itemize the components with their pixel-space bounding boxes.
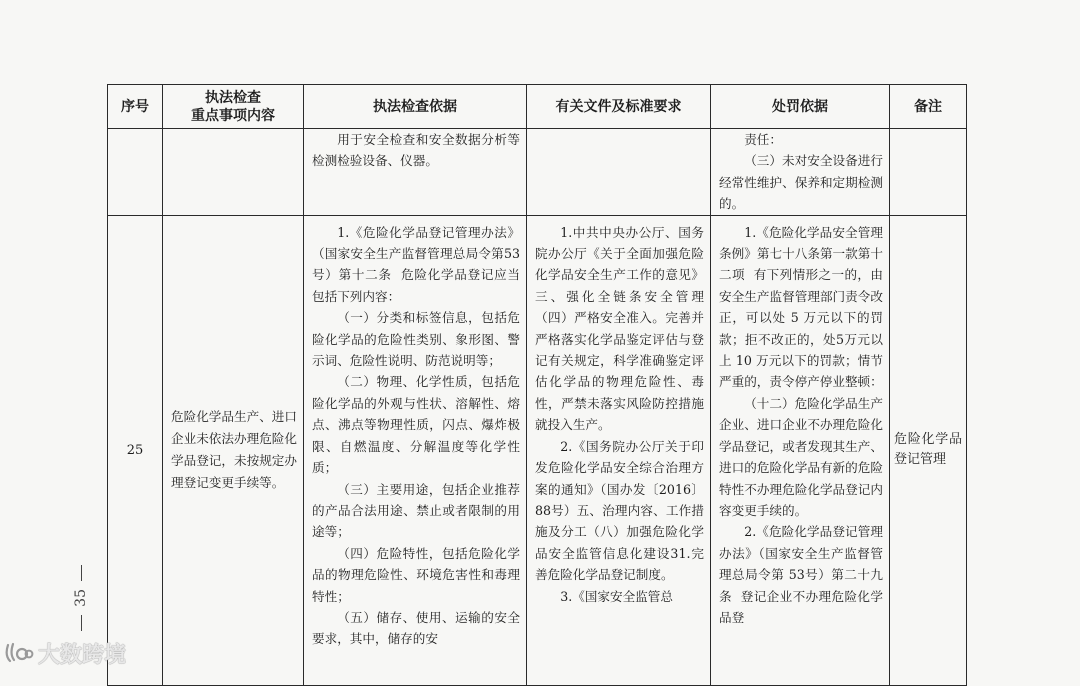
row2-penalty-cell: [711, 215, 890, 685]
row1-penalty-cell: [711, 129, 890, 216]
watermark: [4, 639, 126, 667]
row1-matter-cell: [163, 129, 304, 216]
table-header-row: [108, 85, 967, 129]
row2-penalty-para-3: 2.《危险化学品登记管理办法》（国家安全生产监督管理总局令第 53号）第二十九条 登记企业不办理危险化学品登: [719, 524, 883, 625]
row1-penalty-line-2: （三）未对安全设备进行经常性维护、保养和定期检测的。: [719, 153, 883, 212]
page-number-dash-top: [81, 565, 82, 581]
row2-standards-cell: [527, 215, 711, 685]
header-seq: 序号: [108, 85, 163, 129]
row2-seq-cell: [108, 215, 163, 685]
row2-remark-cell: [890, 215, 967, 685]
enforcement-table: [107, 84, 967, 686]
header-basis: 执法检查依据: [304, 85, 527, 129]
row1-penalty-line-1: 责任：: [744, 132, 782, 147]
row2-standards-para-2: 2.《国务院办公厅关于印发危险化学品安全综合治理方案的通知》（国办发〔2016〕88号）五、治理内容、工作措施及分工（八）加强危险化学品安全监管信息化建设31.完善危险化学品登记制度。: [535, 438, 704, 583]
row2-remark-text: 危险化学品登记管理: [894, 432, 962, 468]
header-matter: 执法检查 重点事项内容: [163, 85, 304, 129]
page-number-dash-bottom: [81, 615, 82, 631]
row2-basis-para-3: （二）物理、化学性质，包括危险化学品的外观与性状、溶解性、熔点、沸点等物理性质，闪点、爆炸极限、自燃温度、分解温度等化学性质；: [312, 374, 520, 476]
row1-seq-cell: [108, 129, 163, 216]
row2-basis-para-4: （三）主要用途，包括企业推荐的产品合法用途、禁止或者限制的用途等；: [312, 481, 520, 540]
header-remark: 备注: [890, 85, 967, 129]
row2-matter-cell: [163, 215, 304, 685]
page-number: [72, 565, 90, 645]
row2-matter-text: 危险化学品生产、进口企业未依法办理危险化学品登记，未按规定办理登记变更手续等。: [171, 409, 297, 491]
row2-standards-para-3: 3.《国家安全监管总: [560, 588, 673, 604]
header-standards: 有关文件及标准要求: [527, 85, 711, 129]
watermark-logo-icon: [4, 641, 34, 665]
row2-penalty-para-2: （十二）危险化学品生产企业、进口企业不办理危险化学品登记，或者发现其生产、进口的危险化学品有新的危险特性不办理危险化学品登记内容变更手续的。: [719, 395, 883, 518]
row1-basis-text: 用于安全检查和安全数据分析等检测检验设备、仪器。: [312, 132, 520, 169]
row1-standards-cell: [527, 129, 711, 216]
row2-seq-number: 25: [126, 442, 144, 458]
header-penalty: 处罚依据: [711, 85, 890, 129]
watermark-text: 大数跨境: [38, 642, 127, 668]
row1-remark-cell: [890, 129, 967, 216]
row2-basis-cell: [304, 215, 527, 685]
row2-basis-para-5: （四）危险特性，包括危险化学品的物理危险性、环境危害性和毒理特性；: [312, 545, 520, 604]
row2-basis-para-2: （一）分类和标签信息，包括危险化学品的危险性类别、象形图、警示词、危险性说明、防范说明等；: [312, 310, 520, 369]
table-row: [108, 215, 967, 685]
row2-basis-para-1: 1.《危险化学品登记管理办法》（国家安全生产监督管理总局令第53号）第十二条 危险化学品登记应当包括下列内容：: [312, 224, 520, 304]
row2-penalty-para-1: 1.《危险化学品安全管理条例》第七十八条第一款第十二项 有下列情形之一的，由安全生产监督管理部门责令改正，可以处 5 万元以下的罚款；拒不改正的，处5万元以上 10 万元以下的罚款；情节严重的，责令停产停业整顿：: [719, 224, 883, 390]
page-number-text: 35: [73, 589, 89, 607]
row2-standards-para-1: 1.中共中央办公厅、国务院办公厅《关于全面加强危险化学品安全生产工作的意见》三、强化全链条安全管理（四）严格安全准入。完善并严格落实化学品鉴定评估与登记有关规定，科学准确鉴定评估化学品的物理危险性、毒性，严禁未落实风险防控措施就投入生产。: [535, 224, 704, 433]
row1-basis-cell: [304, 129, 527, 216]
row2-basis-para-6: （五）储存、使用、运输的安全要求，其中，储存的安: [312, 609, 520, 647]
table-row: [108, 129, 967, 216]
